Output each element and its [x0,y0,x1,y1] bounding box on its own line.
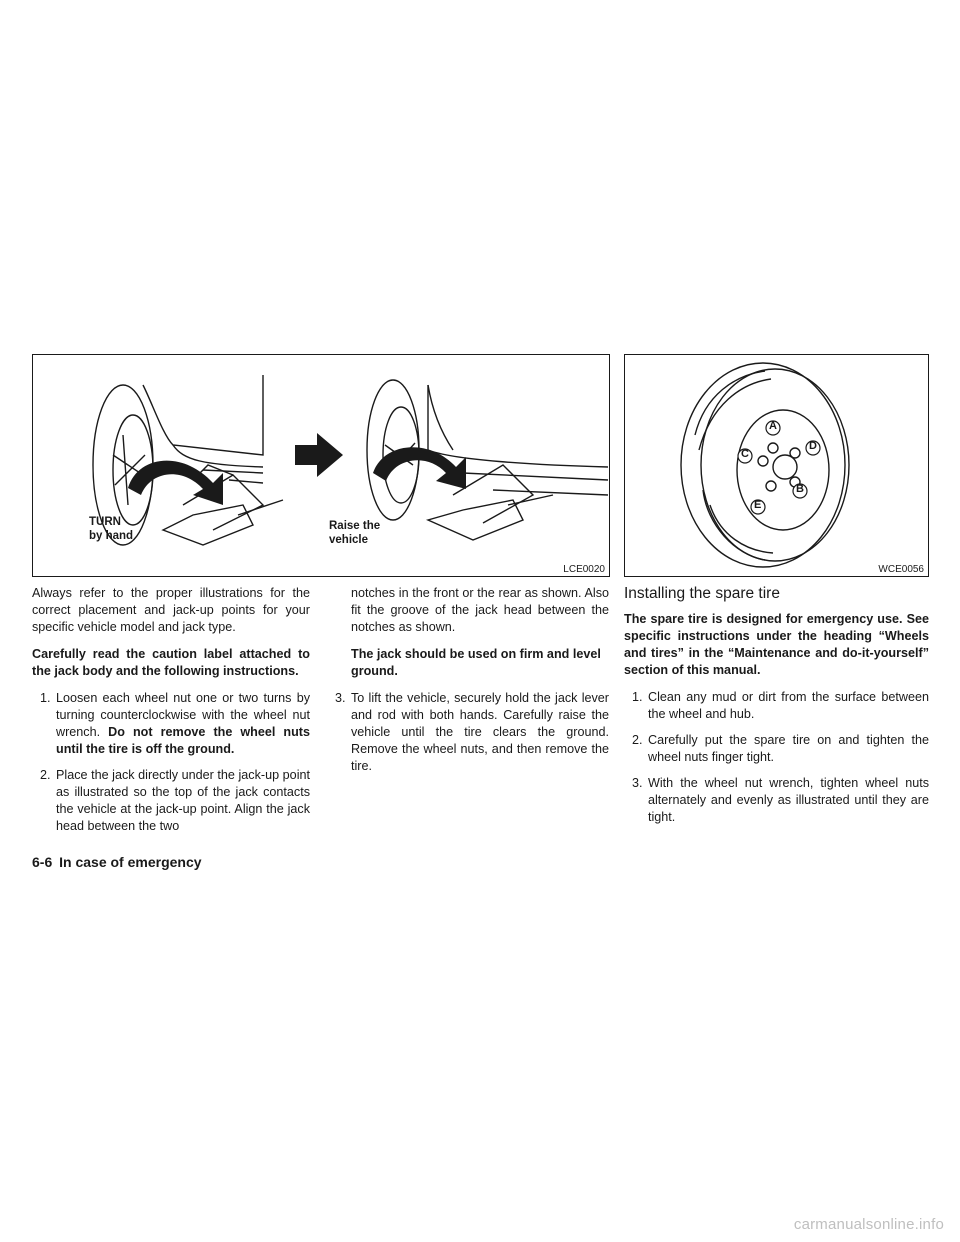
caution-paragraph: Carefully read the caution label attached to the jack body and the following instructions. [32,647,310,678]
figure-code: WCE0056 [878,564,924,575]
column-1 [32,585,310,844]
turn-label-line2: by hand [89,530,134,542]
nut-label-e: E [754,499,762,511]
spare-tire-intro: The spare tire is designed for emergency use. See specific instructions under the heading “Wheels and tires” in the “Maintenance and do-it-yourself” section of this manual. [624,612,929,677]
continuation-paragraph: notches in the front or the rear as shown. Also fit the groove of the jack head between the notches as shown. [351,586,609,634]
step-text: With the wheel nut wrench, tighten wheel nuts alternately and evenly as illustrated until they are tight. [648,776,929,824]
page-footer [32,854,202,870]
raise-label-line1: Raise the [329,520,381,532]
ground-warning: The jack should be used on firm and level ground. [351,647,601,678]
section-heading: Installing the spare tire [624,585,780,602]
step-warning: Do not remove the wheel nuts until the tire is off the ground. [56,725,310,756]
intro-paragraph: Always refer to the proper illustrations for the correct placement and jack-up points for your specific vehicle model and jack type. [32,586,310,634]
figure-code: LCE0020 [563,564,605,575]
list-item [624,689,929,723]
turn-label-line1: TURN [89,516,121,528]
list-item [624,732,929,766]
jack-drawing [33,355,611,578]
step-text: Clean any mud or dirt from the surface between the wheel and hub. [648,690,929,721]
nut-label-d: D [809,440,817,452]
step-number: 2. [40,768,51,782]
step-number: 1. [40,691,51,705]
lift-steps-list [327,690,609,775]
column-3 [624,584,929,835]
step-number: 3. [632,776,643,790]
step-number: 1. [632,690,643,704]
column-2 [327,585,609,784]
list-item [327,690,609,775]
step-text: Carefully put the spare tire on and tighten the wheel nuts finger tight. [648,733,929,764]
step-number: 2. [632,733,643,747]
list-item [32,690,310,758]
page-number: 6-6 [32,854,53,870]
wheel-nut-illustration [624,354,929,577]
nut-label-a: A [769,420,777,432]
list-item [32,767,310,835]
section-title: In case of emergency [59,854,202,870]
list-item [624,775,929,826]
nut-label-b: B [796,483,804,495]
step-text: To lift the vehicle, securely hold the jack lever and rod with both hands. Carefully raise the vehicle until the tire clears the ground. Remove the wheel nuts, and then remove the tire. [351,691,609,773]
raise-label-line2: vehicle [329,534,368,546]
step-text: Place the jack directly under the jack-up point as illustrated so the top of the jack contacts the vehicle at the jack-up point. Align the jack head between the two [56,768,310,833]
spare-steps-list [624,689,929,826]
jack-illustration [32,354,610,577]
wheel-drawing [625,355,930,578]
nut-label-c: C [741,448,749,460]
step-number: 3. [335,691,346,705]
jack-steps-list [32,690,310,835]
step-text: Loosen each wheel nut one or two turns by turning counterclockwise with the wheel nut wrench. [56,691,310,739]
watermark: carmanualsonline.info [793,1216,944,1233]
